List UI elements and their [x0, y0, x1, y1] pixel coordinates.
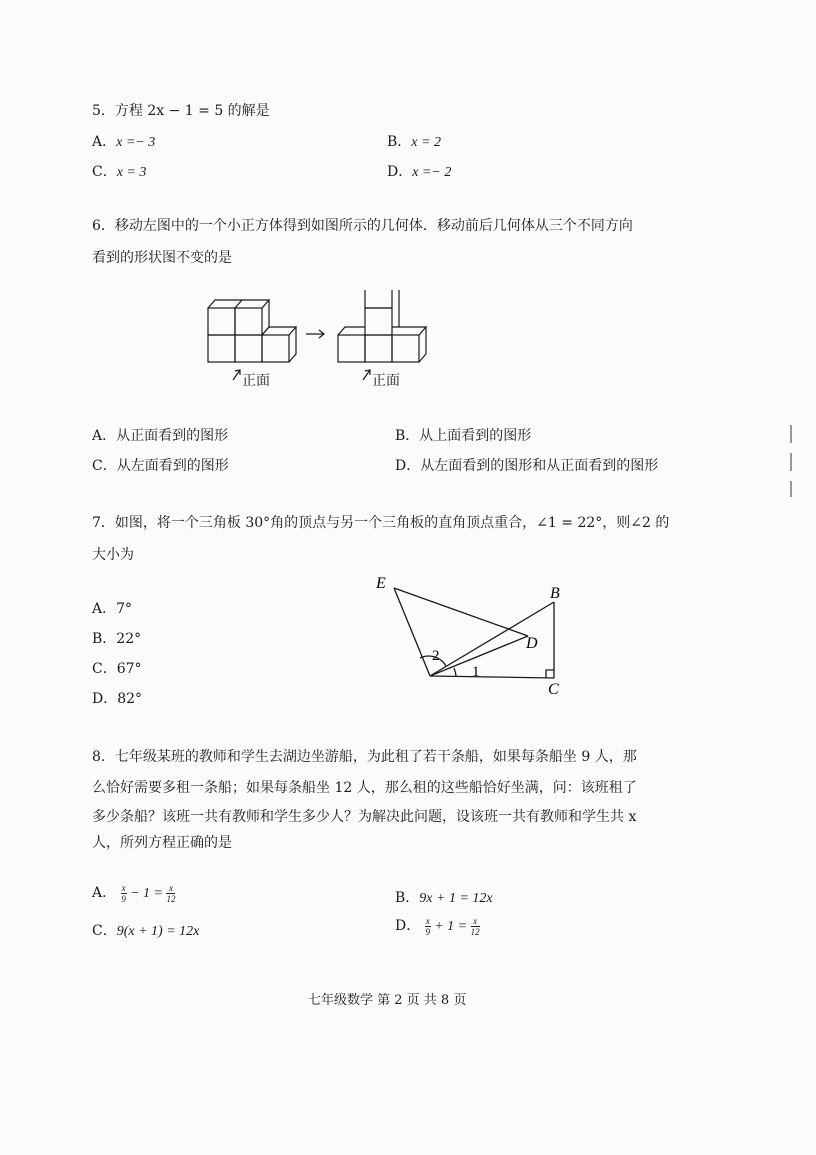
label-d: D: [526, 635, 538, 652]
q8-option-d: D． $\frac{x}{9}$ + 1 = $\frac{x}{12}$: [395, 915, 480, 937]
label-c: C: [548, 681, 559, 698]
question-5-stem: 5．方程 2x − 1 = 5 的解是: [92, 103, 270, 119]
label-b: B: [550, 585, 560, 602]
q5-option-b: B．x = 2: [387, 134, 441, 150]
question-8-stem-line1: 8．七年级某班的教师和学生去湖边坐游船，为此租了若干条船，如果每条船坐 9 人，那: [92, 749, 637, 765]
q7-option-d: D．82°: [92, 691, 143, 707]
page-footer: 七年级数学 第 2 页 共 8 页: [308, 993, 467, 1008]
q5-option-c: C．x = 3: [92, 164, 147, 180]
question-8-stem-line2: 么恰好需要多租一条船；如果每条船坐 12 人，那么租的这些船恰好坐满，问：该班租了: [92, 780, 637, 796]
q5-option-d: D．x =− 2: [387, 164, 452, 180]
question-6-stem-line1: 6．移动左图中的一个小正方体得到如图所示的几何体．移动前后几何体从三个不同方向: [92, 218, 633, 234]
q8-option-b: B．9x + 1 = 12x: [395, 890, 493, 906]
q8-option-a: A． $\frac{x}{9}$ − 1 = $\frac{x}{12}$: [92, 882, 176, 904]
q6-option-d: D．从左面看到的图形和从正面看到的图形: [395, 458, 659, 474]
angle-1-label: 1: [472, 664, 480, 680]
question-7-stem-line2: 大小为: [92, 547, 134, 563]
q6-option-b: B．从上面看到的图形: [395, 428, 532, 444]
front-label-right: 正面: [372, 373, 400, 389]
q7-option-c: C．67°: [92, 661, 142, 677]
question-8-stem-line3: 多少条船？该班一共有教师和学生多少人？为解决此问题，设该班一共有教师和学生共 x: [92, 809, 637, 825]
angle-2-label: 2: [432, 648, 440, 664]
q8-option-c: C．9(x + 1) = 12x: [92, 923, 200, 939]
question-7-stem-line1: 7．如图，将一个三角板 30°角的顶点与另一个三角板的直角顶点重合，∠1 = 22°，则∠2 的: [92, 515, 670, 531]
triangle-figure: [370, 570, 580, 700]
q7-option-b: B．22°: [92, 631, 142, 647]
q6-option-a: A．从正面看到的图形: [92, 428, 229, 444]
q7-option-a: A．7°: [92, 601, 133, 617]
question-6-stem-line2: 看到的形状图不变的是: [92, 250, 232, 266]
q6-option-c: C．从左面看到的图形: [92, 458, 229, 474]
scan-edge-marks: [790, 425, 792, 497]
label-e: E: [376, 575, 386, 592]
question-8-stem-line4: 人，所列方程正确的是: [92, 835, 232, 851]
front-label-left: 正面: [242, 373, 270, 389]
cube-figure: [200, 290, 440, 390]
q5-option-a: A．x =− 3: [92, 134, 156, 150]
